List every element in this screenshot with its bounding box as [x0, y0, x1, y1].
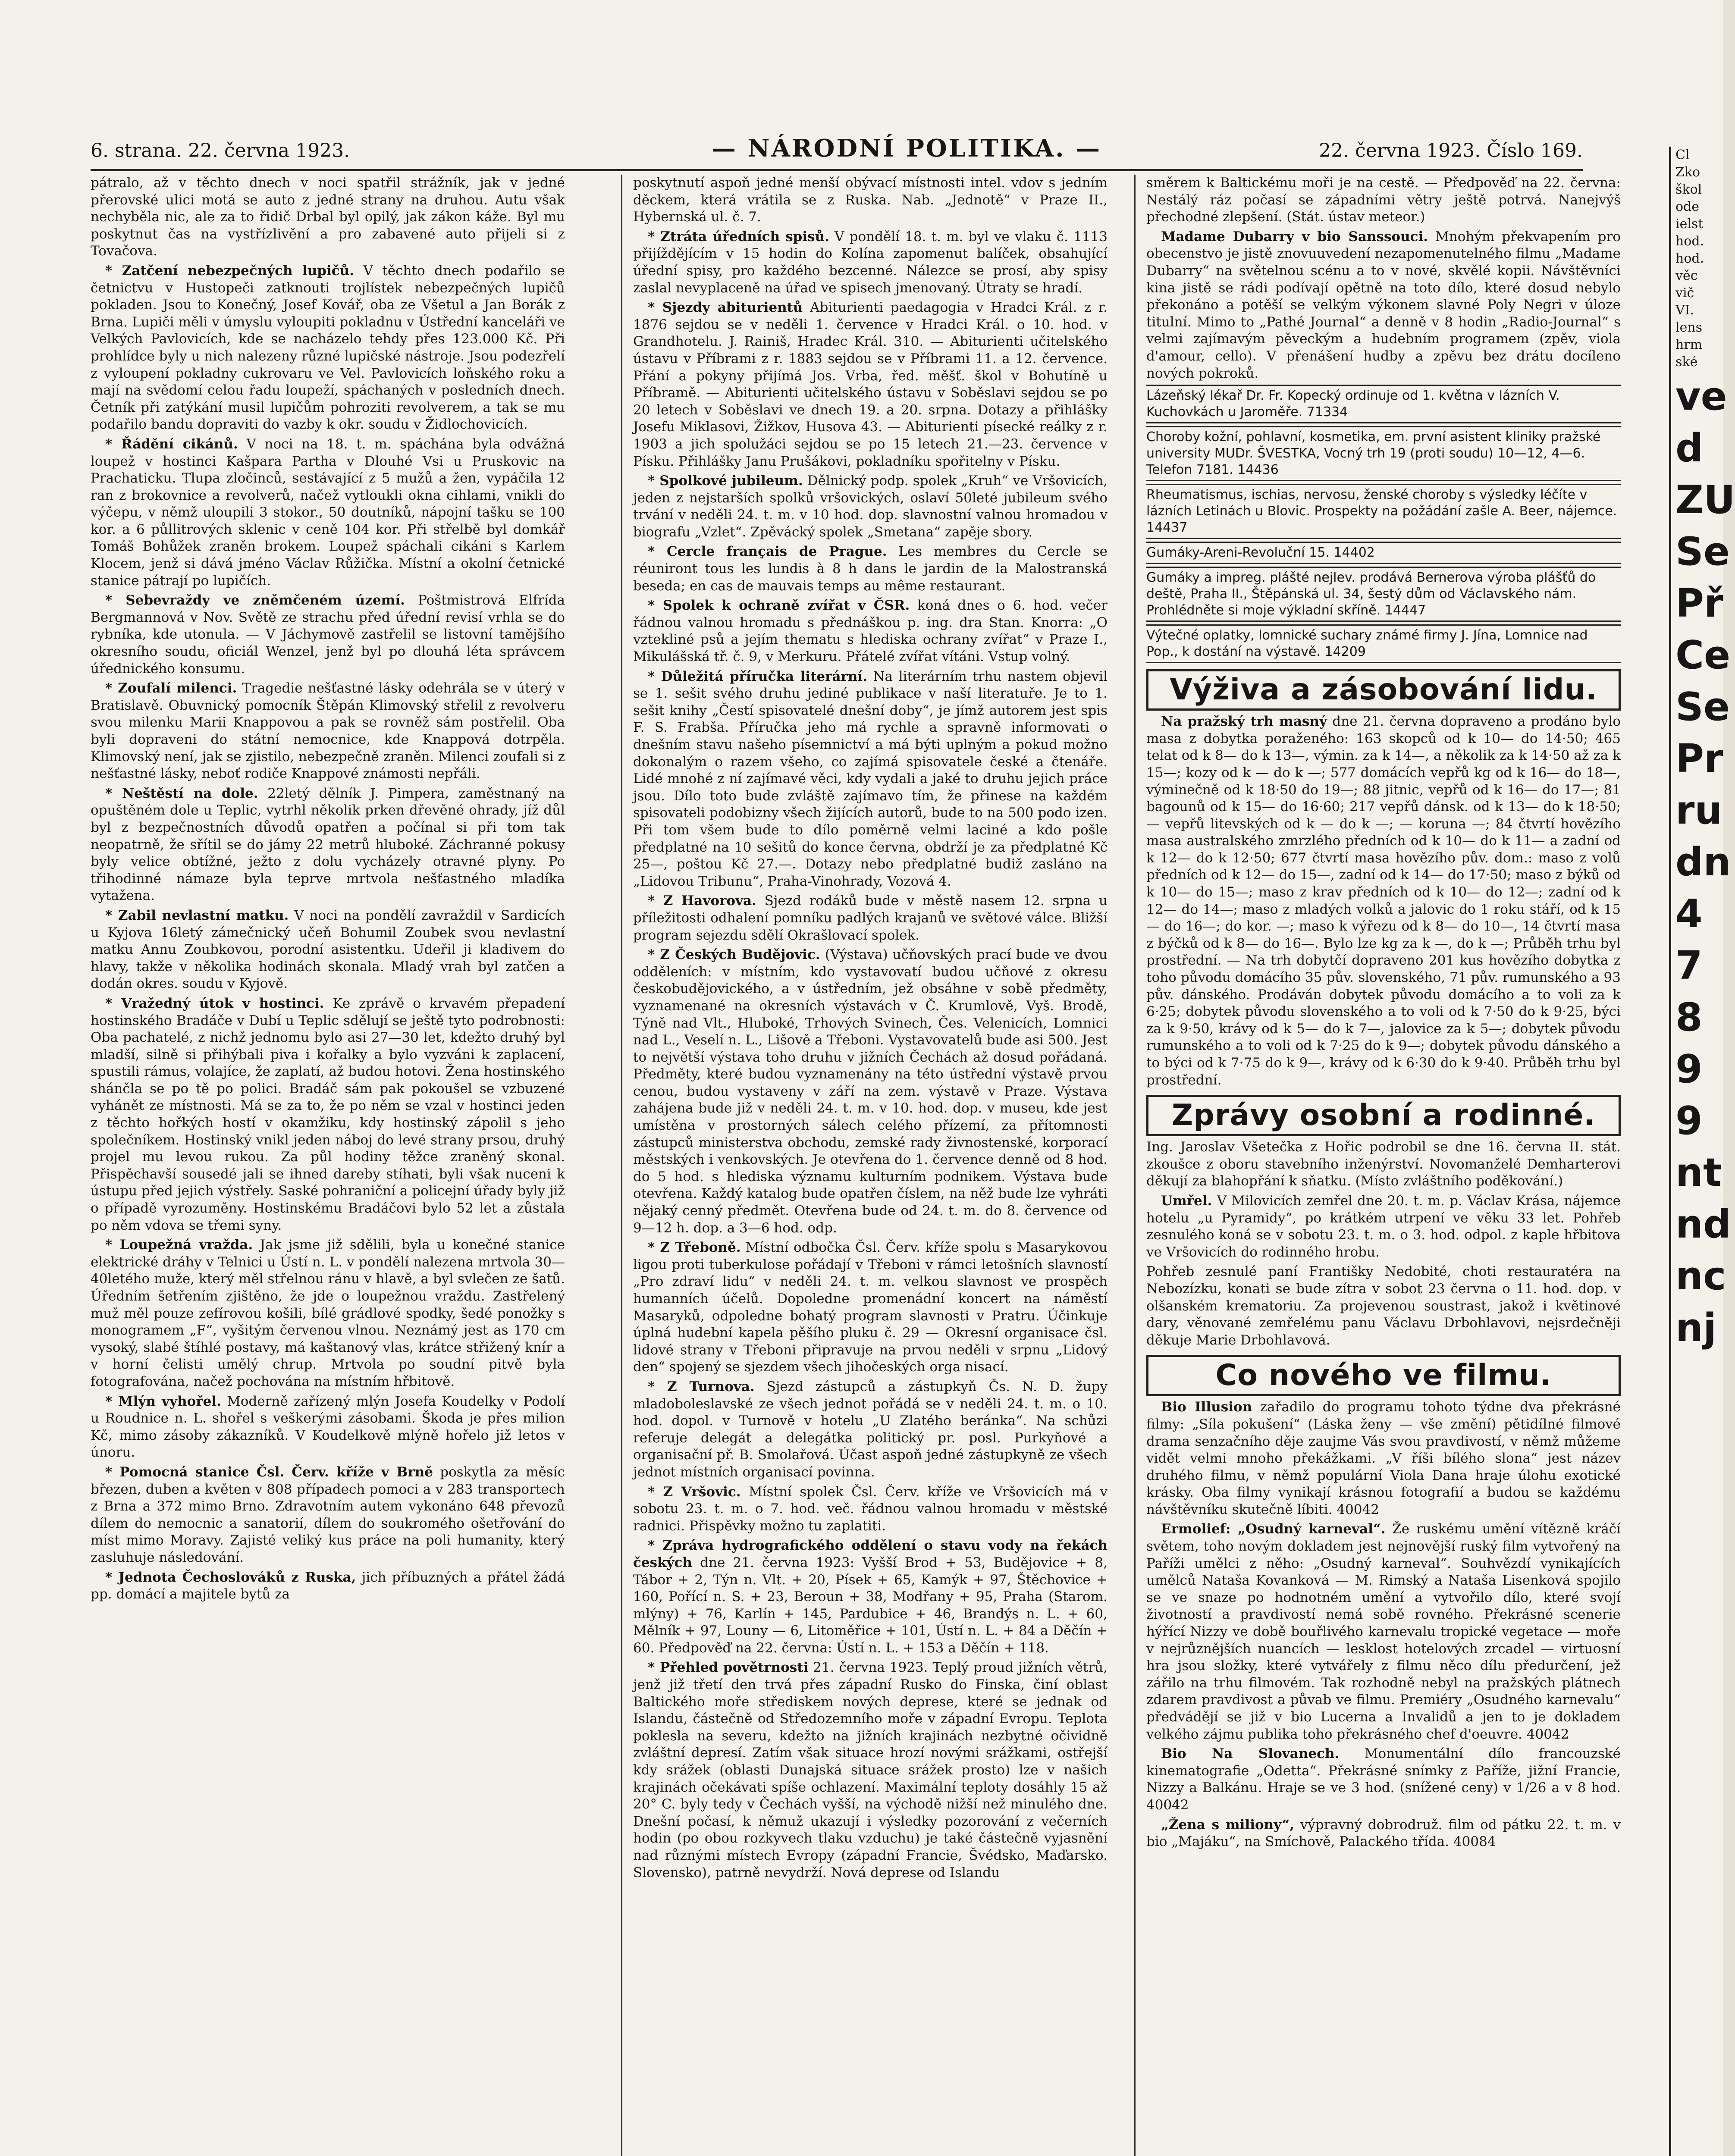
- news-item-title: Bio Na Slovanech.: [1161, 1746, 1340, 1762]
- news-item-title: Na pražský trh masný: [1161, 714, 1327, 730]
- fragment-text: nc: [1675, 1253, 1726, 1299]
- news-item-title: * Z Havorova.: [648, 893, 756, 909]
- fragment-text: ZU: [1675, 477, 1735, 523]
- section-title-personal-news: Zprávy osobní a rodinné.: [1146, 1095, 1621, 1136]
- news-item-text: V těchto dnech podařilo se četnictvu v Hustopeči zatknouti trojlístek nebezpečných lupičů pokladen. Jsou to Konečný, Josef Kovář, oba ze Všetul a Jan Borák z Brna. Lupiči měli v úmyslu vyloupiti pokladnu v Ústřední kanceláři ve Velkých Pavlovicích, kde se nacházelo tehdy přes 123.000 Kč. Při prohlídce byly u nich nalezeny různé lupičské nástroje. Jsou podezřelí z vyloupení pokladny cukrovaru ve Vel. Pavlovicích loňského roku a mají na svědomí celou řadu loupeží, spáchaných v posledních dnech. Četník při zatýkání musil lupičům pohroziti revolverem, a tak se mu podařilo bandu dopraviti do vazby k okr. soudu v Židlochovicích.: [91, 263, 565, 432]
- news-item: [91, 1393, 565, 1461]
- page-header: [91, 134, 1583, 165]
- news-item: [633, 1379, 1108, 1481]
- news-item: [633, 946, 1108, 1237]
- news-item-text: 21. června 1923. Teplý proud jižních větrů, jenž již třetí den trvá přes západní Rusko do Finska, činí oblast Baltického moře střediskem nových deprese, které se jednak od Islandu, částečně od Středozemního moře v západní Evropu. Teplota poklesla na severu, kdežto na jižních krajinách nezbytné očividně zvláštní depresí. Zatím však situace hrozí novými srážkami, ostřejší kdy srážek (oblasti Dunajská situace srážek prosto) lze v našich krajinách očekávati spíše ochlazení. Maximální teploty dosáhly 15 až 20° C. byly tedy v Čechách vyšší, na východě nižší než minulého dne. Dnešní počasí, k němuž ukazují i výsledky pozorování z večerních hodin (po obou rozkyvech tlaku vzduchu) je také částečně vyjasnění nad různými místech Evropy (západní Francie, Švédsko, Maďarsko. Slovensko), patrně nevydrží. Nová deprese od Islandu: [633, 1660, 1108, 1880]
- news-item: [633, 893, 1108, 944]
- news-item: [633, 229, 1108, 297]
- news-item-text: Abiturienti paedagogia v Hradci Král. z r. 1876 sejdou se v neděli 1. července v Hradci Král. o 10. hod. v Grandhotelu. J. Rainiš, Hradec Král. 310. — Abiturienti učitelského ústavu v Příbrami z r. 1883 sejdou se v Příbrami 11. a 12. července. Přání a pokyny přijímá Jos. Vrba, řed. měšť. škol v Bohutíně u Příbramě. — Abiturienti učitelského ústavu v Soběslavi sejdou se po 20 letech v Soběslavi ve dnech 19. a 20. srpna. Dotazy a přihlášky Josefu Miklasovi, Žižkov, Husova 43. — Abiturienti písecké reálky z r. 1903 a jich spolužáci sejdou se po 15 letech 21.—23. července v Písku. Přihlášky Janu Prušákovi, pokladníku spořitelny v Písku.: [633, 300, 1108, 469]
- news-item: [91, 1569, 565, 1603]
- column-divider: [1134, 175, 1136, 2156]
- news-item-title: * Důležitá příručka literární.: [648, 668, 867, 684]
- news-item-title: * Sebevraždy ve zněmčeném území.: [105, 592, 405, 608]
- news-item: [91, 175, 565, 260]
- classified-ad: [1146, 567, 1621, 622]
- news-item: [91, 680, 565, 783]
- news-item-title: * Zoufalí milenci.: [105, 680, 237, 696]
- column-divider: [621, 175, 622, 2156]
- news-item: [1146, 1745, 1621, 1814]
- news-item: [633, 299, 1108, 470]
- header-rule: [91, 169, 1583, 171]
- news-item-text: jich příbuzných a přátel žádá pp. domácí a majitele bytů za: [91, 1569, 565, 1602]
- section-title-film-news: Co nového ve filmu.: [1146, 1355, 1621, 1396]
- news-item-title: Umřel.: [1161, 1193, 1212, 1209]
- news-item: [91, 995, 565, 1234]
- news-item: [91, 1237, 565, 1390]
- classified-ad-text: Gumáky-Areni-Revoluční 15. 14402: [1146, 545, 1375, 561]
- news-item: [91, 263, 565, 433]
- news-item-title: „Žena s miliony“,: [1161, 1817, 1294, 1833]
- classified-ad: [1146, 542, 1621, 564]
- news-item: [91, 592, 565, 677]
- section-title-food-supply: Výživa a zásobování lidu.: [1146, 669, 1621, 711]
- fragment-text: vič: [1675, 285, 1694, 301]
- news-item-text: Sjezd rodáků bude v městě nasem 12. srpna u příležitosti odhalení pomníku padlých krajanů ve světové válce. Bližší program sejezdu sdělí Okrašlovací spolek.: [633, 893, 1108, 943]
- news-item-text: Na literárním trhu nastem objevil se 1. sešit svého druhu jediné publikace v naší literatuře. Je to 1. sešit knihy „Čestí spisovatelé dnešní doby“, je jímž autorem jest spis F. S. Frabša. Příručka jeho má rychle a spravně informovati o dnešním stavu našeho písemnictví a má býti uplným a pokud možno dokonalým o razem všeho, co zajímá spisovatele české a čtenáře. Lidé mnohé z ní zajímavé věci, kdy vydali a jaké to druhu jejich práce jsou. Dílo toto bude zvláště zajímavo tím, že přinese na každém spisovateli podobizny všech žijících autorů, bude to na 500 podo izen. Při tom všem bude to dílo poměrně velmi laciné a kdo pošle předplatné na 10 sešitů do konce června, obdrží je za předplatné Kč 25—, poštou Kč 27.—. Dotazy nebo předplatné budiž zasláno na „Lidovou Tribunu“, Praha-Vinohrady, Vozová 4.: [633, 668, 1108, 889]
- fragment-text: nd: [1675, 1202, 1731, 1247]
- column-3: [1146, 175, 1621, 2156]
- header-issue-right: 22. června 1923. Číslo 169.: [1319, 140, 1583, 162]
- fragment-text: věc: [1675, 268, 1698, 283]
- fragment-text: nt: [1675, 1150, 1722, 1195]
- news-item: [633, 597, 1108, 665]
- fragment-text: 9: [1675, 1098, 1703, 1144]
- news-item-text: Mnohým překvapením pro obecenstvo je jistě znovuuvedení nezapomenutelného filmu „Madame Dubarry“ na světelnou scénu a to v nové, skvělé kopii. Návštěvníci kina jistě se rádi podívají opětně na toto dílo, které dosud nebylo překonáno a potěší se velkým výkonem slavné Poly Negri v úloze titulní. Mimo to „Pathé Journal“ a denně v 8 hodin „Radio-Journal“ s velmi zajímavým pěveckým a hudebním programem (zpěv, viola d'amour, cello). V přenášení hudby a zpěvu bez drátu docíleno nových pokroků.: [1146, 229, 1621, 381]
- fragment-text: nj: [1675, 1305, 1716, 1351]
- news-item: [1146, 1263, 1621, 1349]
- news-item: [633, 1659, 1108, 1881]
- news-item-title: * Zpráva hydrografického oddělení o stavu vody na řekách českých: [633, 1538, 1108, 1570]
- news-item-text: zařadilo do programu tohoto týdne dva překrásné filmy: „Síla pokušení“ (Láska ženy — vše změní) pětidílné filmové drama senzačního děje zaujme Vás svou pravdivostí, v němž můžeme vidět velmi mnoho překážkami. „V říši bílého slona“ jest název druhého filmu, v němž populární Viola Dana hraje úlohu exotické krásky. Oba filmy vynikají krásnou fotografií a budou se každému návštěvníku skutečně líbiti. 40042: [1146, 1399, 1621, 1517]
- classified-ad-text: Gumáky a impreg. plášté nejlev. prodává Bernerova výroba plášťů do deště, Praha II., Štěpánská ul. 34, šestý dům od Václavského nám. Prohlédněte si moje výkladní skříně. 14447: [1146, 570, 1596, 618]
- news-item: [633, 668, 1108, 890]
- news-item-text: Dělnický podp. spolek „Kruh“ ve Vršovicích, jeden z nejstarších spolků vršovických, oslaví 50leté jubileum svého trvání v neděli 24. t. m. v 10 hod. dop. slavnostní valnou hromadou v biografu „Vzlet“. Zpěvácký spolek „Smetana“ zapěje sbory.: [633, 473, 1108, 540]
- news-item-title: * Z Českých Budějovic.: [648, 947, 820, 963]
- news-item: [633, 1484, 1108, 1535]
- news-item-title: * Spolek k ochraně zvířat v ČSR.: [648, 598, 910, 614]
- news-item-text: V pondělí 18. t. m. byl ve vlaku č. 1113 přijíždějícím v 15 hodin do Kolína zapomenut balíček, obsahující úřední spisy, pro každého bezcenné. Nálezce se prosí, aby spisy zaslal nevyplaceně na úřad ve spisech jmenovaný. Útraty se hradí.: [633, 229, 1108, 296]
- news-item-text: Pohřeb zesnulé paní Františky Nedobité, choti restauratéra na Nebozízku, konati se bude zítra v sobot 23 června o 11. hod. dop. v olšanském krematoriu. Za projevenou soustrast, jakož i květinové dary, věnované zemřelému panu Václavu Drbohlavovi, nejsrdečněji děkuje Marie Drbohlavová.: [1146, 1264, 1621, 1348]
- classified-ad-text: Choroby kožní, pohlavní, kosmetika, em. první asistent kliniky pražské university MUDr. ŠVESTKA, Vocný trh 19 (proti soudu) 10—12, 4—6. Telefon 7181. 14436: [1146, 429, 1601, 478]
- news-item: [633, 1239, 1108, 1376]
- classified-ad-text: Lázeňský lékař Dr. Fr. Kopecký ordinuje od 1. května v lázních V. Kuchovkách u Jaroměře. 71334: [1146, 388, 1560, 420]
- fragment-text: 8: [1675, 995, 1703, 1040]
- news-item-text: Sjezd zástupců a zástupkyň Čs. N. D. župy mladoboleslavské ze všech jednot pořádá se v neděli 24. t. m. o 10. hod. dopol. v Turnově v hotelu „U Zlatého beránka“. Na schůzi referuje delegát a delegátka politický pr. posl. Purkyňové a organisační př. B. Smolařová. Účast aspoň jedné zástupkyně ze všech jednot místních organisací povinna.: [633, 1379, 1108, 1480]
- news-item-text: dne 21. června dopraveno a prodáno bylo masa z dobytka poraženého: 163 skopců od k 10— do 14·50; 465 telat od k 8— do k 13—, výmin. za k 14—, a několik za k 14·50 až za k 15—; kozy od k — do k —; 577 domácích vepřů kg od k 16— do 18—, výminečně od k 18·50 do 19—; 88 jitnic, vepřů od k 16— do 17—; 81 bagounů od k 15— do 16·60; 217 vepřů dánsk. od k 13— do k 18·50; — vepřů litevských od k — do k —; — koruna —; 84 čtvrtí hovězího masa australského zmrzlého předních od k 10— do k 11— a zadní od k 12— do k 12·50; 677 čtvrtí masa hovězího pův. dom.: maso z volů předních od k 12— do 15—, zadní od k 14— do 17·50; maso z býků od k 10— do 15—; maso z krav předních od k 10— do 12—; zadní od k 12— do 14—; maso z mladých volků a jalovic do 1 roku stáří, od k 15— do 16—; do kor. —; maso k výřezu od k 8— do 10—, 14 čtvrtí masa z býčků od k 8— do 16—. Bylo lze kg za k —, do k —; Průběh trhu byl prostřední. — Na trh dobytčí dopraveno 201 kus hovězího dobytka z toho původu domácího 35 pův. slovenského, 71 pův. rumunského a 93 pův. dánského. Prodáván dobytek původu domácího a to voli za k 6·25; dobytek původu slovenského a to voli od k 7·50 do k 9·25, býci za k 9·50, krávy od k 5— do k 7—, jalovice za k 5—; dobytek původu rumunského a to voli od k 7·25 do k 9—; dobytek původu dánského a to býci od k 7·75 do k 9—, krávy od k 6·30 do k 9·40. Průběh trhu byl prostřední.: [1146, 714, 1621, 1088]
- fragment-text: Cl: [1675, 147, 1690, 163]
- news-item-text: pátralo, až v těchto dnech v noci spatřil strážník, jak v jedné přerovské ulici motá se auto z jedné strany na druhou. Autu však nechyběla nic, ale za to řidič Drbal byl opilý, jak zákon káže. Byl mu poskytnut čas na vystřízlivění a pro zabavené auto přijeli si z Tovačova.: [91, 175, 565, 259]
- news-item-text: Monumentální dílo francouzské kinematografie „Odetta“. Překrásné snímky z Paříže, jižní Francie, Nizzy a Balkánu. Hraje se ve 3 hod. (snížené ceny) v 1/26 a v 8 hod. 40042: [1146, 1746, 1621, 1813]
- header-date-left: 6. strana. 22. června 1923.: [91, 140, 350, 162]
- weather-forecast-text: směrem k Baltickému moři je na cestě. — Předpověď na 22. června: Nestálý ráz počasí se západními větry ještě potrvá. Nanejvýš přechodné zlepšení. (Stát. ústav meteor.): [1146, 175, 1621, 225]
- news-item-text: Místní spolek Čsl. Červ. kříže ve Vršovicích má v sobotu 23. t. m. o 7. hod. več. řádnou valnou hromadu v městské radnici. Přispěvky možno tu zaplatiti.: [633, 1484, 1108, 1534]
- fragment-text: dn: [1675, 840, 1731, 885]
- fragment-text: Zko: [1675, 165, 1700, 180]
- news-item-title: * Řádění cikánů.: [105, 436, 238, 452]
- news-item-text: Moderně zařízený mlýn Josefa Koudelky v Podolí u Roudnice n. L. shořel s veškerými zásobami. Škoda je přes milion Kč, mimo zásoby zákazníků. V Koudelkově mlýně hořelo již letos v únoru.: [91, 1393, 565, 1460]
- fragment-text: ode: [1675, 199, 1700, 214]
- classified-ad: [1146, 624, 1621, 663]
- fragment-text: ve: [1675, 374, 1727, 419]
- fragment-text: ielst: [1675, 216, 1704, 232]
- news-item-text: Ke zprávě o krvavém přepadení hostinského Bradáče v Dubí u Teplic sdělují se ještě tyto podrobnosti: Oba pachatelé, z nichž jednomu bylo asi 27—30 let, kdežto druhý byl mladší, silně si přihýbali piva i kořalky a bylo vyzváni k zaplacení, spustili rámus, volajíce, že zaplatí, až budou hotovi. Žena hostinského shánčla se po tě po polici. Bradáč sám pak pokoušel se vzbuzené vyhánět ze místnosti. Má se za to, že po něm se vzal v hostinci jeden z těchto hořkých hostí v okamžiku, kdy hostinský zápolil s jeho společníkem. Hostinský vnikl jeden náboj do levé strany prsou, druhý projel mu levou rukou. Za půl hodiny těžce zraněný skonal. Přispěchavší sousedé jali se ihned dareby stíhati, byli však nuceni k ústupu před jejich výstřely. Saské pohraniční a policejní úřady byly již o případě vyrozuměny. Hostinskému Bradáčovi bylo 52 let a zůstala po něm vdova se třemi syny.: [91, 995, 565, 1233]
- news-item: [91, 785, 565, 905]
- fragment-text: Př: [1675, 581, 1723, 626]
- news-item-text: Místní odbočka Čsl. Červ. kříže spolu s Masarykovou ligou proti tuberkulose pořádají v Třeboni v rámci letošních slavností „Pro zdraví lidu“ v neděli 24. t. m. velkou slavnost ve prospěch humanních účelů. Dopoledne promenádní koncert na náměstí Masaryků, odpoledne bohatý program slavnosti v Pratru. Účinkuje úplná hudební kapela pěšího pluku č. 29 — Okresní organisace čsl. lidové strany v Třeboni připravuje na prvou neděli v srpnu „Lidový den“ spojený se sjezdem všech jihočeských orga nisací.: [633, 1240, 1108, 1375]
- fragment-text: d: [1675, 426, 1704, 471]
- column-2: [633, 175, 1108, 2156]
- news-item-text: 22letý dělník J. Pimpera, zaměstnaný na opuštěném dole u Teplic, vytrhl několik prken dřevěné ohrady, jíž důl byl z bezpečnostních důvodů opatřen a počínal si při tom tak neopatrně, že sřítil se do jámy 22 metrů hluboké. Záchranné pokusy byly velice obtížné, ježto z dolu vycházely otravné plyny. Po třihodinné námaze byla teprve mrtvola nešťastného mladíka vytažena.: [91, 785, 565, 904]
- fragment-text: lens: [1675, 320, 1703, 335]
- news-item: [1146, 229, 1621, 382]
- classified-ad: [1146, 426, 1621, 481]
- news-item-text: V noci na 18. t. m. spáchána byla odvážná loupež v hostinci Kašpara Partha v Dlouhé Vsi u Pruskovic na Prachaticku. Tlupa zločinců, sestávající z 5 mužů a žen, vypáčila 12 ran z brokovnice a revolverů, načež vytloukli okna cihlami, vnikli do výčepu, v němž uloupili 3 stokor., 50 doutníků, nápojní tašku se 100 kor. a 6 půllitrových sklenic v ceně 104 kor. Při střelbě byl domkář Tomáš Bohůžek zraněn brokem. Loupež spáchali cikáni s Karlem Klocem, jenž si dává jméno Václav Růžička. Místní a okolní četnické stanice pátrají po lupičích.: [91, 436, 565, 589]
- news-item: [633, 473, 1108, 541]
- news-item-title: * Sjezdy abiturientů: [648, 300, 803, 316]
- news-item-title: * Spolkové jubileum.: [648, 473, 803, 489]
- fragment-text: hod.: [1675, 234, 1704, 249]
- news-item-title: * Z Třeboně.: [648, 1240, 741, 1256]
- fragment-text: Ce: [1675, 633, 1731, 678]
- news-item-text: poskytnutí aspoň jedné menší obývací místnosti intel. vdov s jedním děckem, která vrátila se z Ruska. Nab. „Jednotě“ v Praze II., Hybernská ul. č. 7.: [633, 175, 1108, 225]
- fragment-text: 4: [1675, 891, 1703, 937]
- news-item-text: V Milovicích zemřel dne 20. t. m. p. Václav Krása, nájemce hotelu „u Pyramidy“, po krátkém utrpení ve věku 33 let. Pohřeb zesnulého koná se v sobotu 23. t. m. o 3. hod. odpol. z kaple hřbitova ve Vršovicích do rodinného hrobu.: [1146, 1193, 1621, 1260]
- fragment-text: hod.: [1675, 251, 1704, 266]
- news-item: [633, 175, 1108, 226]
- news-item-title: * Přehled povětrnosti: [648, 1660, 809, 1676]
- news-item: [1146, 713, 1621, 1089]
- news-item-title: * Cercle français de Prague.: [648, 544, 887, 560]
- classified-ad-text: Rheumatismus, ischias, nervosu, ženské choroby s výsledky léčíte v lázních Letinách u Blovic. Prospekty na požádání zašle A. Beer, nájemce. 14437: [1146, 487, 1617, 536]
- news-item-text: Tragedie nešťastné lásky odehrála se v úterý v Bratislavě. Obuvnický pomocník Štěpán Klimovský střelil z revolveru svou milenku Marii Knappovou a pak se rovněž sám postřelil. Oba byli dopraveni do státní nemocnice, kde Knappová dotrpěla. Klimovský není, jak se zjistilo, nebezpečně zraněn. Milenci zoufali si z nešťastné lásky, neboť rodiče Knappové známosti nepřáli.: [91, 680, 565, 782]
- fragment-text: ru: [1675, 788, 1722, 833]
- classified-ad: [1146, 484, 1621, 539]
- fragment-text: ské: [1675, 354, 1698, 370]
- news-item-text: koná dnes o 6. hod. večer řádnou valnou hromadu s přednáškou p. ing. dra Stan. Knorra: „O vztekliné psů a jejím thematu s hlediska ochrany zvířat“ v Praze I., Mikulášská tř. č. 9, v Merkuru. Přátelé zvířat vítáni. Vstup volný.: [633, 598, 1108, 665]
- news-item-text: Les membres du Cercle se réuniront tous les lundis à 8 h dans le jardin de la Malostranská beseda; en cas de mauvais temps au même restaurant.: [633, 544, 1108, 594]
- fragment-text: škol: [1675, 182, 1702, 197]
- news-item-title: * Loupežná vražda.: [105, 1237, 253, 1253]
- news-item: [633, 543, 1108, 595]
- classified-ad: [1146, 385, 1621, 423]
- news-item: [1146, 1139, 1621, 1190]
- news-item-title: Madame Dubarry v bio Sanssouci.: [1161, 229, 1428, 244]
- news-item: [1146, 1817, 1621, 1851]
- news-item: [633, 1537, 1108, 1657]
- news-item-text: Že ruskému umění vítězně kráčí světem, toho novým dokladem jest nejnovější ruský film vytvořený na Paříži umělci z něho: „Osudný karneval“. Souhvězdí vynikajících umělců Nataša Kovanková — M. Rimský a Nataša Lisenková spojilo se ve snaze po hodnotném umění a vytvořilo dílo, které svojí životností a pravdivostí nemá sobě rovného. Překrásné scenerie hýřící Nizzy ve době bouřlivého karnevalu tropické vegetace — moře v nejrůznějších nuancích — lesklost hotelových zrcadel — virtuosní hra jsou složky, které vytvářely z filmu něco dílu předurčení, jež zářilo na trhu filmovém. Tak rozhodně nebyl na pražských plátnech zdarem pravdivost a půvab ve filmu. Premiéry „Osudného karnevalu“ předvádějí se již v bio Lucerna a Invalidů a jen to je dokladem velkého zájmu publika toho překrásného chef d'oeuvre. 40042: [1146, 1521, 1621, 1742]
- news-item-text: Jak jsme již sdělili, byla u konečné stanice elektrické dráhy v Telnici u Ústí n. L. v pondělí nalezena mrtvola 30—40letého muže, který měl střelnou ránu v hlavě, a byl svlečen ze šatů. Úředním šetřením zjištěno, že jde o loupežnou vraždu. Zastřelený muž měl pouze zefírovou košili, bílé grádlové spodky, šedé ponožky s monogramem „F“, vyšitým červenou vlnou. Neznámý jest as 170 cm vysoký, slabé štíhlé postavy, má kaštanový vlas, krátce střižený knír a v horní čelisti umělý chrup. Mrtvola po soudní pitvě byla fotografována, načež pochována na místním hřbitově.: [91, 1237, 565, 1389]
- fragment-text: VI.: [1675, 303, 1694, 318]
- news-item: [91, 907, 565, 993]
- news-item-title: * Ztráta úředních spisů.: [648, 229, 829, 244]
- news-item-title: * Mlýn vyhořel.: [105, 1393, 221, 1409]
- news-item-text: dne 21. června 1923: Vyšší Brod + 53, Budějovice + 8, Tábor + 2, Týn n. Vlt. + 20, Písek + 65, Kamýk + 97, Štěchovice + 160, Pořící n. S. + 23, Beroun + 38, Modřany + 95, Praha (Starom. mlýny) + 76, Karlín + 145, Pardubice + 46, Brandýs n. L. + 60, Mělník + 97, Louny — 6, Litoměřice + 101, Ústí n. L. + 84 a Děčín + 60. Předpověď na 22. června: Ústí n. L. + 153 a Děčín + 118.: [633, 1554, 1108, 1656]
- adjacent-page-fragment: [1669, 147, 1735, 2156]
- news-item-title: Ermolief: „Osudný karneval“.: [1161, 1521, 1386, 1537]
- news-item-text: (Výstava) učňovských prací bude ve dvou odděleních: v místním, kdo vystavovatí budou učňové z okresu českobudějovického, a v ústředním, jež obsáhne v sobě předměty, vyznamenané na okresních výstavách v Č. Krumlově, Vyš. Brodě, Týně nad Vlt., Hluboké, Trhových Svinech, Čes. Velenicích, Lomnici nad L., Veselí n. L., Lišově a Třeboni. Vystavovatelů bude asi 500. Jest to největší výstava toho druhu v jižních Čechách až dosud pořádaná. Předměty, které budou vyznamenány na této ústřední výstavě prvou cenou, budou vystaveny v září na zem. výstavě v Praze. Výstava zahájena bude již v neděli 24. t. m. v 10. hod. dop. v museu, kde jest umístěna v prostorných sálech celého přízemí, za přítomnosti zástupců ministerstva obchodu, zemské rady živnostenské, korporací městských i venkovských. Je otevřena do 1. července denně od 8 hod. do 5 hod. s hlediska významu kulturním podnikem. Výstava bude otevřena. Každý katalog bude opatřen číslem, na něž bude lze vyhráti nějaký cenný předmět. Otevřena bude od 24. t. m. do 8. července od 9—12 h. dop. a 3—6 hod. odp.: [633, 947, 1108, 1236]
- news-item: [91, 1464, 565, 1567]
- news-item: [1146, 1399, 1621, 1518]
- fragment-text: Se: [1675, 684, 1730, 730]
- news-item-title: Bio Illusion: [1161, 1399, 1252, 1415]
- news-item-title: * Neštěstí na dole.: [105, 785, 258, 801]
- fragment-text: 7: [1675, 943, 1703, 988]
- column-1: [91, 175, 565, 2156]
- masthead-title: — NÁRODNÍ POLITIKA. —: [712, 134, 1102, 163]
- news-item-title: * Pomocná stanice Čsl. Červ. kříže v Brně: [105, 1464, 433, 1480]
- news-item-title: * Z Turnova.: [648, 1379, 755, 1395]
- news-item-text: poskytla za měsíc březen, duben a květen v 808 případech pomoci a v 283 transportech z Brna a 372 mimo Brno. Zdravotním autem vykonáno 648 převozů dílem do nemocnic a sanatorií, dílem do soukromého ošetřování do míst mimo Moravy. Zajisté veliký kus práce na poli humanity, který zasluhuje následování.: [91, 1464, 565, 1565]
- news-item: [1146, 1521, 1621, 1743]
- news-item: [91, 436, 565, 589]
- news-item-text: Poštmistrová Elfrída Bergmannová v Nov. Světě ze strachu před úřední revisí vrhla se do rybníka, kde utonula. — V Jáchymově zastřelil se listovní tamějšího okresního soudu, oficiál Wenzel, jenž byl po dlouhá léta správcem úřednického konsumu.: [91, 592, 565, 677]
- news-item-title: * Z Vršovic.: [648, 1484, 741, 1500]
- fragment-text: Pr: [1675, 736, 1723, 781]
- news-item-text: V noci na pondělí zavraždil v Sardicích u Kyjova 16letý zámečnický učeň Bohumil Zoubek svou nevlastní matku Annu Zoubkovou, porodní asistentku. Udeřil ji kladivem do hlavy, takže v několika hodinách skonala. Mladý vrah byl zatčen a dodán okres. soudu v Kyjově.: [91, 907, 565, 992]
- news-item-text: výpravný dobrodruž. film od pátku 22. t. m. v bio „Majáku“, na Smíchově, Palackého třída. 40084: [1146, 1817, 1621, 1850]
- news-item-title: * Zabil nevlastní matku.: [105, 907, 289, 923]
- fragment-text: hrm: [1675, 337, 1703, 352]
- news-item-title: * Jednota Čechoslováků z Ruska,: [105, 1569, 356, 1585]
- news-item-text: Ing. Jaroslav Všetečka z Hořic podrobil se dne 16. června II. stát. zkoušce z oboru stavebního inženýrství. Novomanželé Demharterovi děkují za blahopřání k sňatku. (Místo zvláštního poděkování.): [1146, 1139, 1621, 1189]
- classified-ad-text: Výtečné oplatky, lomnické suchary známé firmy J. Jína, Lomnice nad Pop., k dostání na výstavě. 14209: [1146, 628, 1588, 660]
- fragment-text: Se: [1675, 529, 1730, 574]
- fragment-text: 9: [1675, 1047, 1703, 1092]
- news-item-title: * Zatčení nebezpečných lupičů.: [105, 263, 354, 279]
- news-item-title: * Vražedný útok v hostinci.: [105, 995, 324, 1011]
- news-item: [1146, 1193, 1621, 1261]
